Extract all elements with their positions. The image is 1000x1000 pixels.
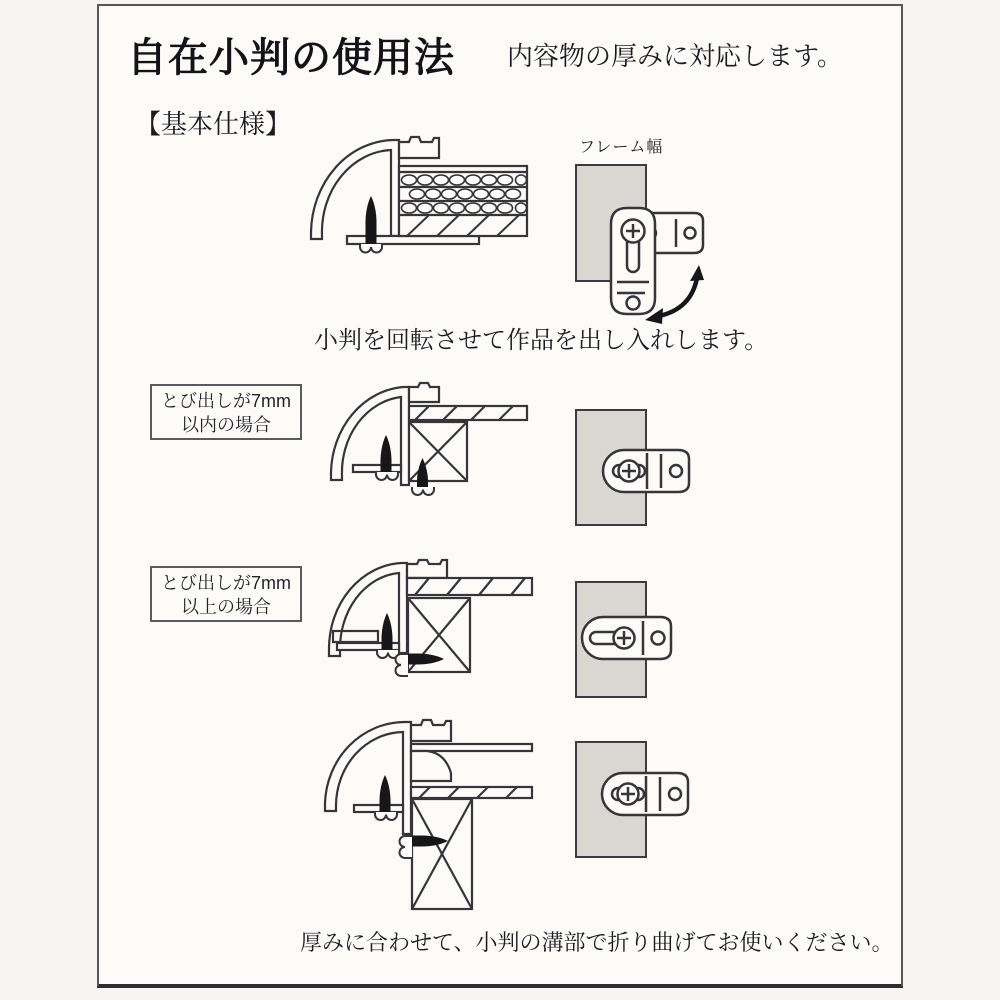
frame-top-cap — [399, 137, 439, 158]
page-title: 自在小判の使用法 — [127, 36, 455, 80]
koban-scallop — [376, 472, 398, 480]
frame-top-cap — [407, 560, 447, 578]
within-7mm-frame-diagram — [317, 378, 542, 508]
frame-width-label: フレーム幅 — [579, 139, 664, 156]
rotate-caption: 小判を回転させて作品を出し入れします。 — [314, 327, 769, 354]
koban-scallop — [360, 244, 382, 253]
screw-icon — [381, 435, 392, 472]
frame-profile — [311, 140, 399, 239]
koban-scallop — [375, 812, 397, 820]
over-7mm-frame-diagram — [317, 558, 542, 693]
koban-rotation-diagram — [599, 200, 709, 325]
case-within-7mm-line1: とび出しが7mm — [161, 391, 291, 411]
frame-top-cap — [411, 720, 451, 741]
over-7mm-koban-diagram — [580, 615, 673, 661]
bent-koban-scallop — [396, 654, 409, 676]
bend-frame-diagram — [317, 717, 542, 912]
glass-strip-1 — [411, 744, 532, 751]
instruction-sheet — [97, 4, 903, 988]
case-within-7mm-line2: 以内の場合 — [181, 415, 271, 435]
case-over-7mm-line1: とび出しが7mm — [161, 573, 291, 593]
footer-caption: 厚みに合わせて、小判の溝部で折り曲げてお使いください。 — [300, 930, 894, 955]
case-over-7mm-line2: 以上の場合 — [181, 597, 271, 617]
frame-bottom-ledge — [353, 465, 401, 472]
bent-koban-scallop — [400, 836, 413, 858]
bend-koban-diagram — [600, 771, 690, 817]
frame-bottom-ledge — [354, 805, 403, 812]
case-over-7mm-label-box — [150, 566, 302, 622]
frame-top-cap — [409, 383, 439, 402]
basic-spec-heading: 【基本仕様】 — [135, 109, 292, 139]
screw-icon — [380, 775, 391, 812]
screw-icon — [366, 196, 377, 244]
case-within-7mm-label-box — [150, 384, 302, 440]
frame-inner-clip — [411, 751, 451, 781]
screw-icon — [382, 613, 393, 650]
frame-profile — [325, 722, 411, 834]
within-7mm-koban-diagram — [601, 448, 691, 494]
koban-scallop-2 — [412, 487, 434, 495]
page-subtitle: 内容物の厚みに対応します。 — [507, 41, 843, 71]
basic-frame-cross-section-diagram — [295, 132, 535, 267]
